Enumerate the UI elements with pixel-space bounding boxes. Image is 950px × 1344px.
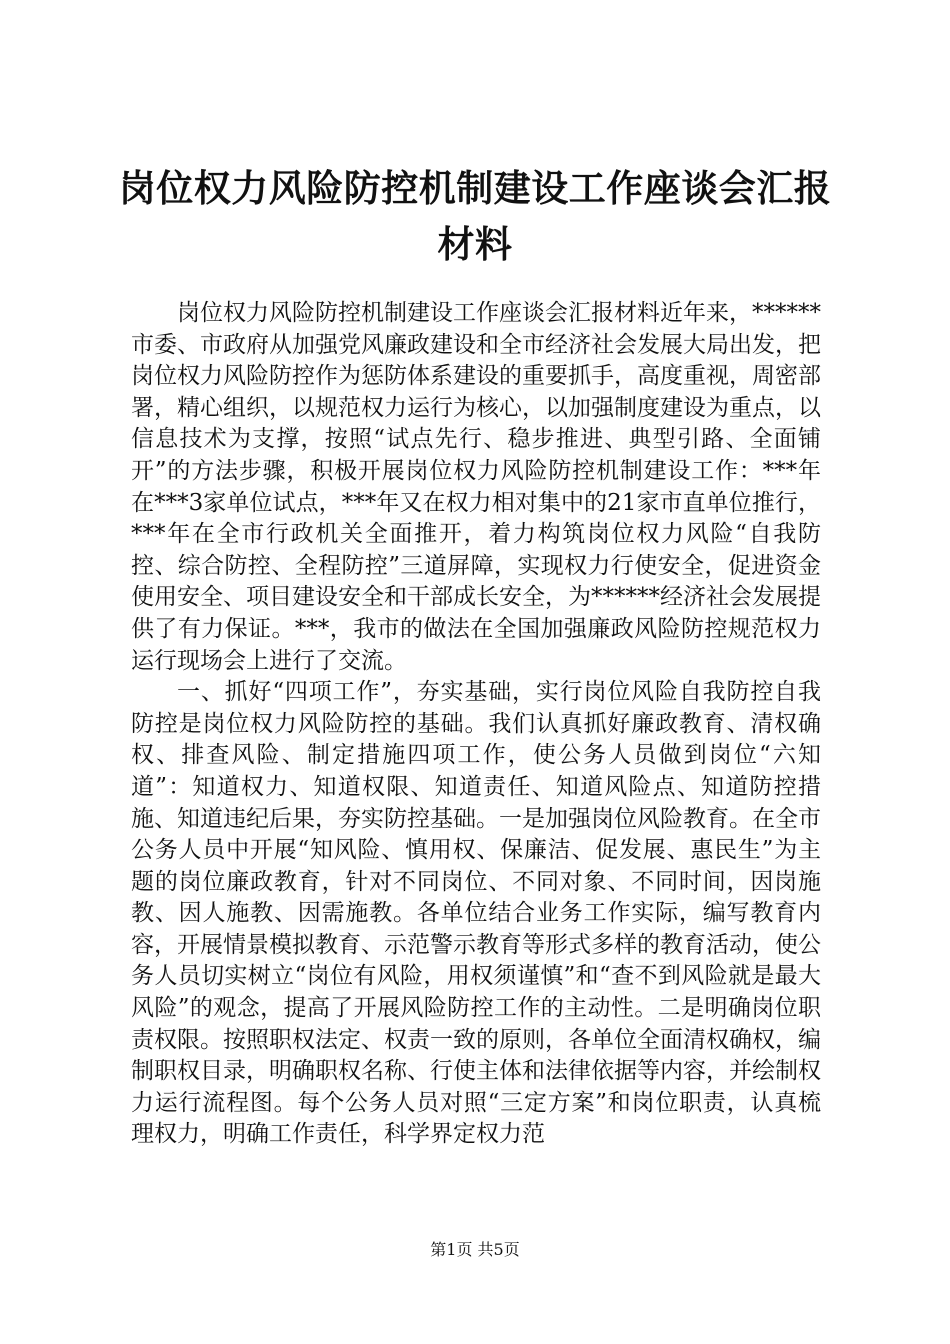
body-paragraph-intro: 岗位权力风险防控机制建设工作座谈会汇报材料近年来，******市委、市政府从加强党风廉政建设和全市经济社会发展大局出发，把岗位权力风险防控作为惩防体系建设的重要抓手，高度重视，周密部署，精心组织，以规范权力运行为核心，以加强制度建设为重点，以信息技术为支撑，按照“试点先行、稳步推进、典型引路、全面铺开”的方法步骤，积极开展岗位权力风险防控机制建设工作：***年在***3家单位试点，***年又在权力相对集中的21家市直单位推行，***年在全市行政机关全面推开，着力构筑岗位权力风险“自我防控、综合防控、全程防控”三道屏障，实现权力行使安全，促进资金使用安全、项目建设安全和干部成长安全，为******经济社会发展提供了有力保证。***，我市的做法在全国加强廉政风险防控规范权力运行现场会上进行了交流。 (131, 300, 821, 674)
document-body (131, 298, 821, 1151)
page-indicator: 第1页 共5页 (430, 1240, 520, 1259)
body-paragraph-section-one: 一、抓好“四项工作”，夯实基础，实行岗位风险自我防控自我防控是岗位权力风险防控的基础。我们认真抓好廉政教育、清权确权、排查风险、制定措施四项工作，使公务人员做到岗位“六知道”：知道权力、知道权限、知道责任、知道风险点、知道防控措施、知道违纪后果，夯实防控基础。一是加强岗位风险教育。在全市公务人员中开展“知风险、慎用权、保廉洁、促发展、惠民生”为主题的岗位廉政教育，针对不同岗位、不同对象、不同时间，因岗施教、因人施教、因需施教。各单位结合业务工作实际，编写教育内容，开展情景模拟教育、示范警示教育等形式多样的教育活动，使公务人员切实树立“岗位有风险，用权须谨慎”和“查不到风险就是最大风险”的观念，提高了开展风险防控工作的主动性。二是明确岗位职责权限。按照职权法定、权责一致的原则，各单位全面清权确权，编制职权目录，明确职权名称、行使主体和法律依据等内容，并绘制权力运行流程图。每个公务人员对照“三定方案”和岗位职责，认真梳理权力，明确工作责任，科学界定权力范 (131, 679, 821, 1148)
page-footer (0, 1240, 950, 1260)
document-title: 岗位权力风险防控机制建设工作座谈会汇报材料 (118, 166, 832, 266)
